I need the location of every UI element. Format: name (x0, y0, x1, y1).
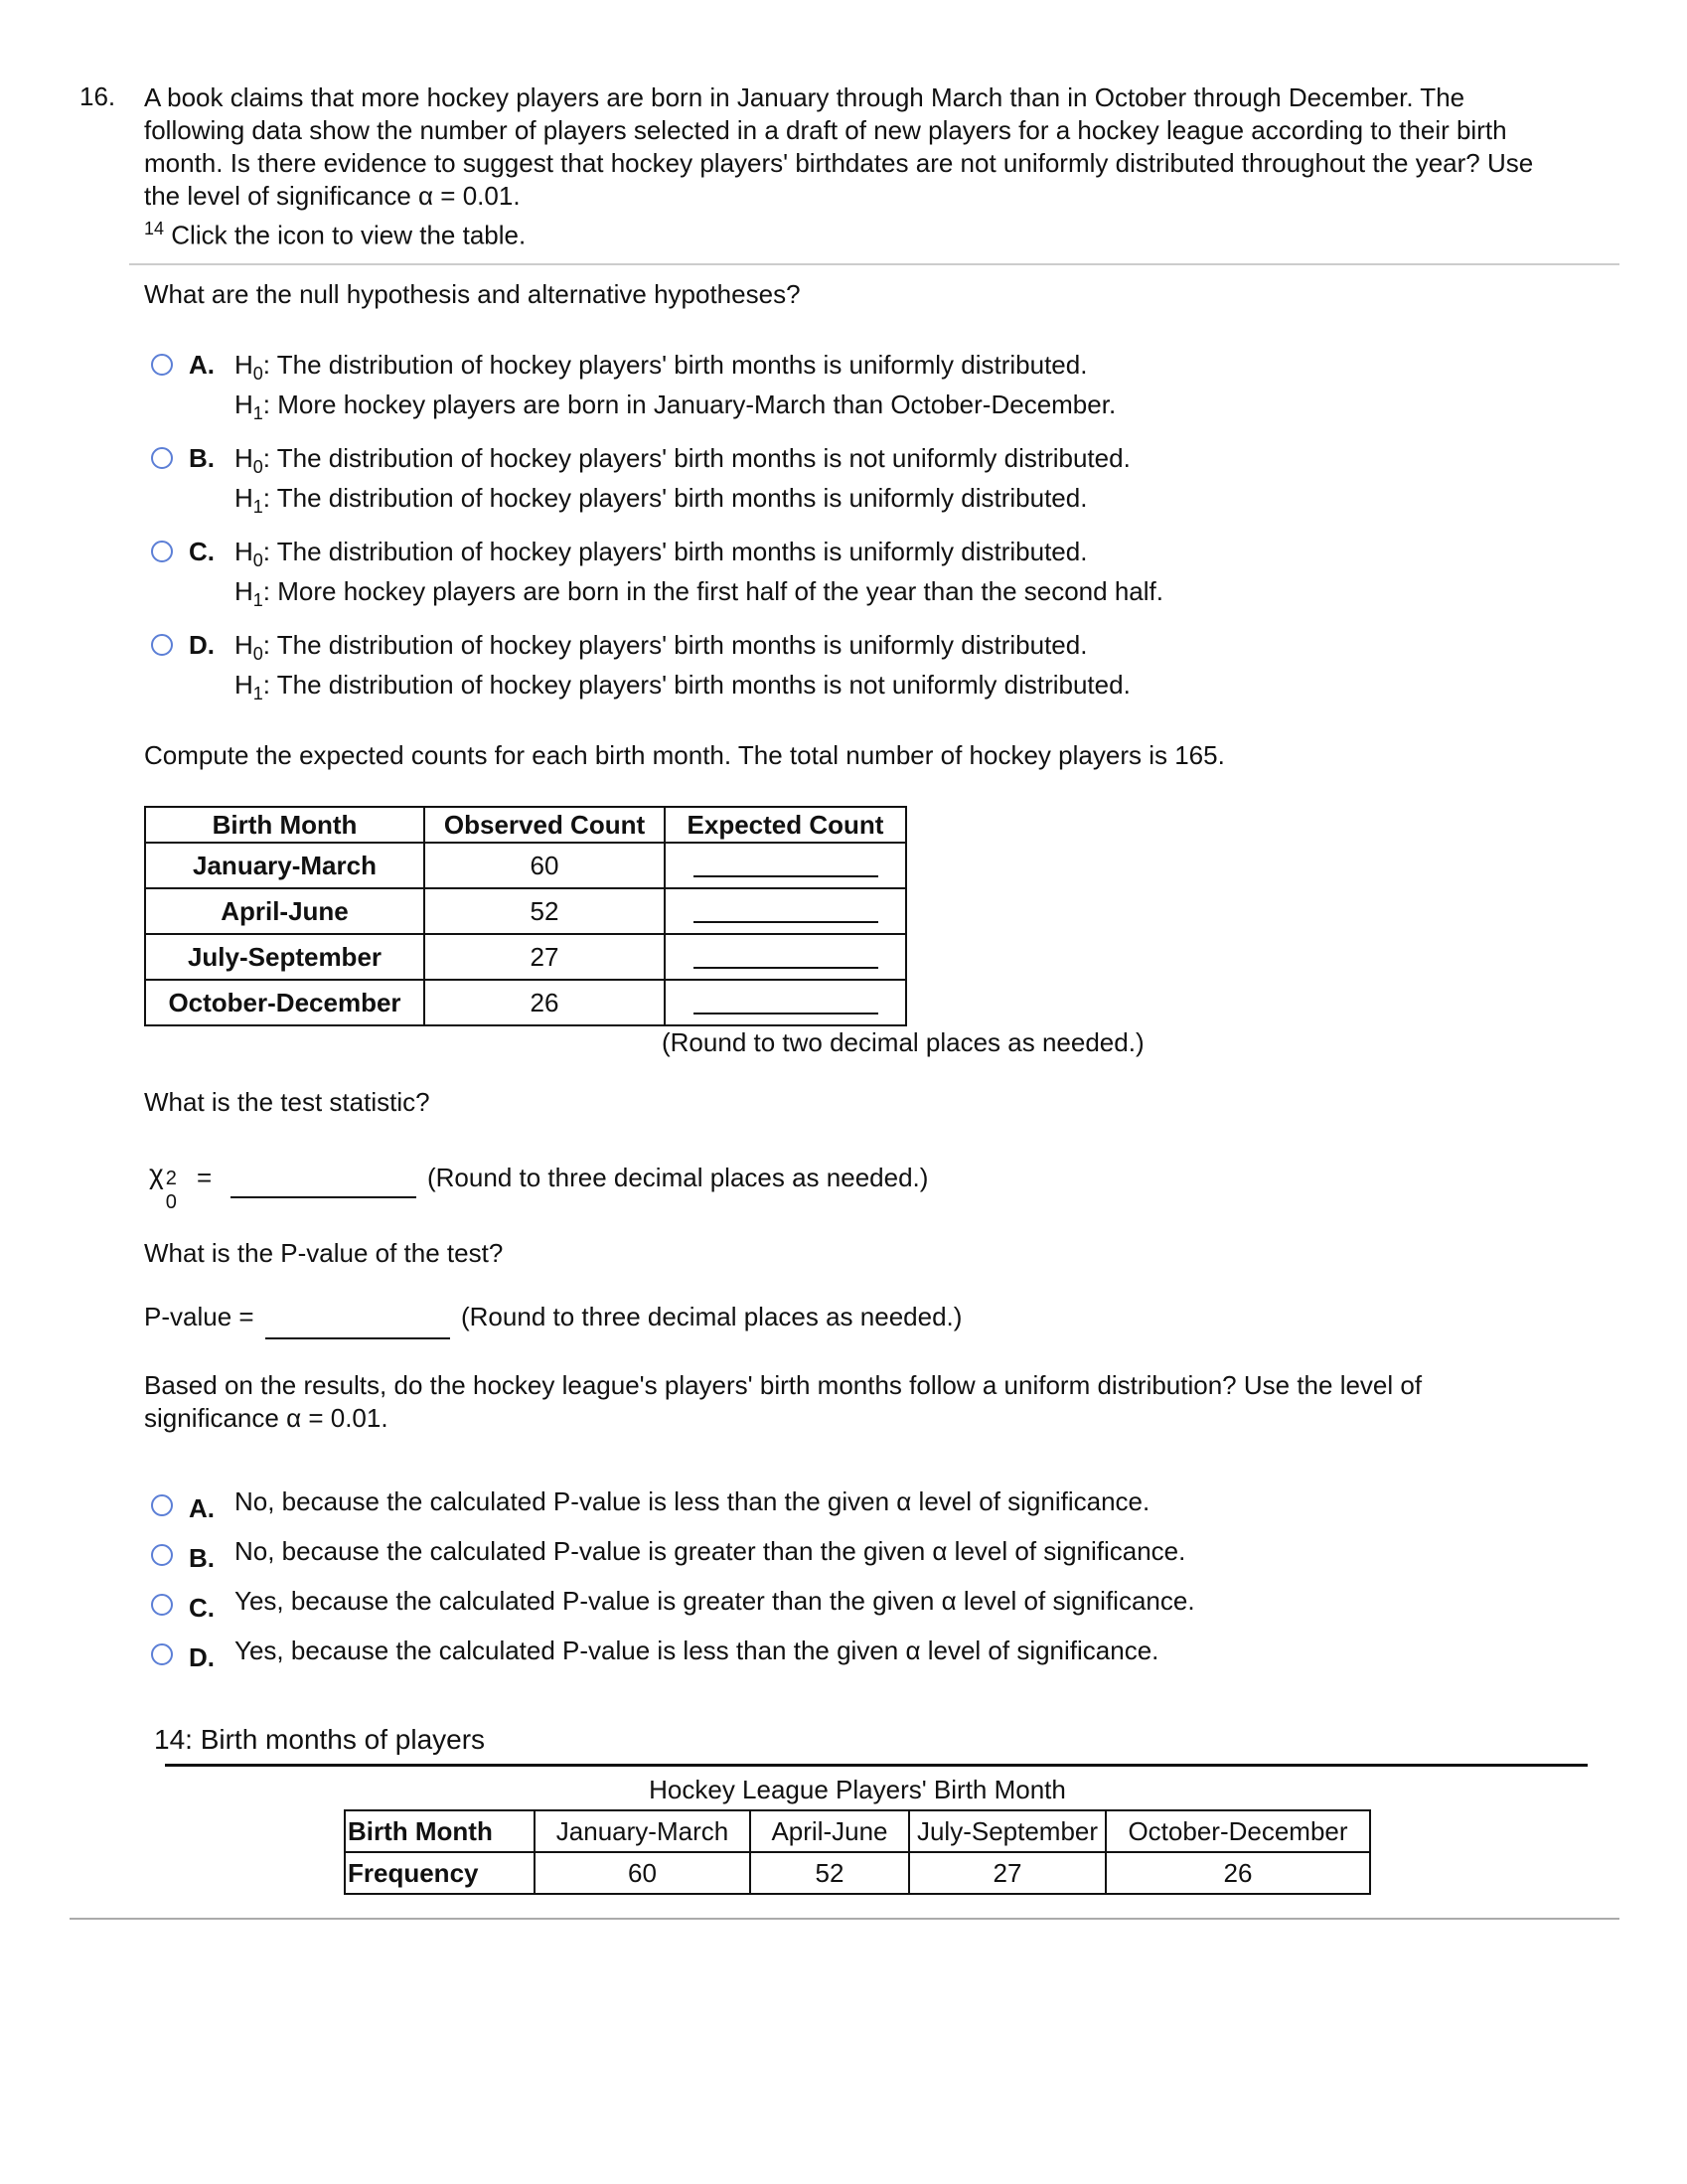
expected-input[interactable] (693, 893, 878, 923)
p-value-label: P-value = (144, 1302, 254, 1331)
table-link[interactable] (144, 213, 1614, 252)
observed-cell: 27 (424, 934, 665, 980)
option-letter: A. (189, 350, 215, 380)
p-value-input[interactable] (265, 1302, 450, 1339)
question-text (144, 81, 1614, 252)
expected-prompt: Compute the expected counts for each birth month. The total number of hockey players is 165. (144, 740, 1225, 770)
option-letter: C. (189, 537, 215, 566)
prompt-line: Based on the results, do the hockey league's players' birth months follow a uniform distribution? Use the level of (144, 1370, 1423, 1400)
radio-button[interactable] (151, 354, 173, 376)
month-cell: July-September (145, 934, 424, 980)
row-header: Frequency (345, 1852, 535, 1894)
month-cell: October-December (145, 980, 424, 1025)
prompt-line: significance α = 0.01. (144, 1403, 388, 1433)
h0-text: $H_0$: The distribution of hockey players' birth months is uniformly distributed. (234, 537, 1088, 570)
option-text: Yes, because the calculated P-value is greater than the given α level of significance. (234, 1586, 1195, 1616)
h1-text: $H_1$: More hockey players are born in the first half of the year than the second half. (234, 576, 1163, 610)
expected-input-cell[interactable] (665, 934, 906, 980)
radio-button[interactable] (151, 447, 173, 469)
option-text: No, because the calculated P-value is greater than the given α level of significance. (234, 1536, 1186, 1566)
expected-input[interactable] (693, 848, 878, 877)
footnote-title: 14: Birth months of players (154, 1724, 486, 1755)
frequency-cell: 52 (750, 1852, 909, 1894)
frequency-cell: 27 (909, 1852, 1106, 1894)
chi-square-symbol: χ 2 0 (149, 1159, 177, 1213)
month-cell: January-March (145, 843, 424, 888)
round-note: (Round to two decimal places as needed.) (662, 1027, 1145, 1057)
month-cell: October-December (1106, 1810, 1370, 1852)
option-letter: A. (189, 1493, 215, 1523)
question-line: month. Is there evidence to suggest that hockey players' birthdates are not uniformly distributed throughout the year? Use (144, 148, 1534, 178)
test-statistic-input[interactable] (230, 1163, 416, 1198)
h0-text: $H_0$: The distribution of hockey players' birth months is uniformly distributed. (234, 630, 1088, 664)
table-row (345, 1810, 1370, 1852)
radio-button[interactable] (151, 634, 173, 656)
conclusion-prompt (144, 1369, 1614, 1435)
table-row (145, 888, 906, 934)
expected-input[interactable] (693, 985, 878, 1014)
table-row (145, 934, 906, 980)
option-letter: C. (189, 1593, 215, 1623)
hypotheses-prompt: What are the null hypothesis and alternative hypotheses? (144, 279, 801, 309)
h0-text: $H_0$: The distribution of hockey players' birth months is not uniformly distributed. (234, 443, 1131, 477)
question-line: following data show the number of players selected in a draft of new players for a hockey league according to their birth (144, 115, 1507, 145)
radio-button[interactable] (151, 541, 173, 562)
radio-button[interactable] (151, 1643, 173, 1665)
column-header: Observed Count (424, 807, 665, 843)
expected-input-cell[interactable] (665, 843, 906, 888)
radio-button[interactable] (151, 1544, 173, 1566)
month-cell: April-June (145, 888, 424, 934)
month-cell: January-March (535, 1810, 750, 1852)
table-row (145, 980, 906, 1025)
footnote-rule (165, 1764, 1588, 1767)
h1-text: $H_1$: The distribution of hockey players' birth months is uniformly distributed. (234, 483, 1088, 517)
month-cell: July-September (909, 1810, 1106, 1852)
bottom-divider (70, 1918, 1619, 1920)
expected-input[interactable] (693, 939, 878, 969)
option-text: Yes, because the calculated P-value is less than the given α level of significance. (234, 1636, 1159, 1665)
round-note: (Round to three decimal places as needed.) (427, 1163, 929, 1192)
h0-text: $H_0$: The distribution of hockey players' birth months is uniformly distributed. (234, 350, 1088, 384)
option-text: No, because the calculated P-value is less than the given α level of significance. (234, 1486, 1150, 1516)
option-letter: B. (189, 1543, 215, 1573)
expected-input-cell[interactable] (665, 888, 906, 934)
row-header: Birth Month (345, 1810, 535, 1852)
h1-text: $H_1$: The distribution of hockey players' birth months is not uniformly distributed. (234, 670, 1131, 703)
p-value-prompt: What is the P-value of the test? (144, 1238, 504, 1268)
radio-button[interactable] (151, 1494, 173, 1516)
h1-text: $H_1$: More hockey players are born in January-March than October-December. (234, 390, 1117, 423)
table-row (345, 1852, 1370, 1894)
option-letter: D. (189, 1642, 215, 1672)
table-row (145, 843, 906, 888)
birth-month-table (344, 1809, 1371, 1895)
question-line: A book claims that more hockey players are born in January through March than in October through December. The (144, 82, 1465, 112)
frequency-cell: 26 (1106, 1852, 1370, 1894)
click-text: Click the icon to view the table. (171, 220, 527, 250)
frequency-cell: 60 (535, 1852, 750, 1894)
question-line: the level of significance α = 0.01. (144, 181, 521, 211)
question-number: 16. (79, 81, 116, 111)
observed-cell: 60 (424, 843, 665, 888)
expected-count-table (144, 806, 907, 1026)
equals-sign: = (197, 1163, 213, 1192)
month-cell: April-June (750, 1810, 909, 1852)
footnote-table-title: Hockey League Players' Birth Month (649, 1775, 1066, 1804)
divider (129, 263, 1619, 265)
round-note: (Round to three decimal places as needed.) (461, 1302, 963, 1331)
column-header: Birth Month (145, 807, 424, 843)
radio-button[interactable] (151, 1594, 173, 1616)
option-letter: D. (189, 630, 215, 660)
test-statistic-prompt: What is the test statistic? (144, 1087, 430, 1117)
observed-cell: 52 (424, 888, 665, 934)
observed-cell: 26 (424, 980, 665, 1025)
column-header: Expected Count (665, 807, 906, 843)
footnote-ref: 14 (144, 219, 165, 238)
option-letter: B. (189, 443, 215, 473)
expected-input-cell[interactable] (665, 980, 906, 1025)
